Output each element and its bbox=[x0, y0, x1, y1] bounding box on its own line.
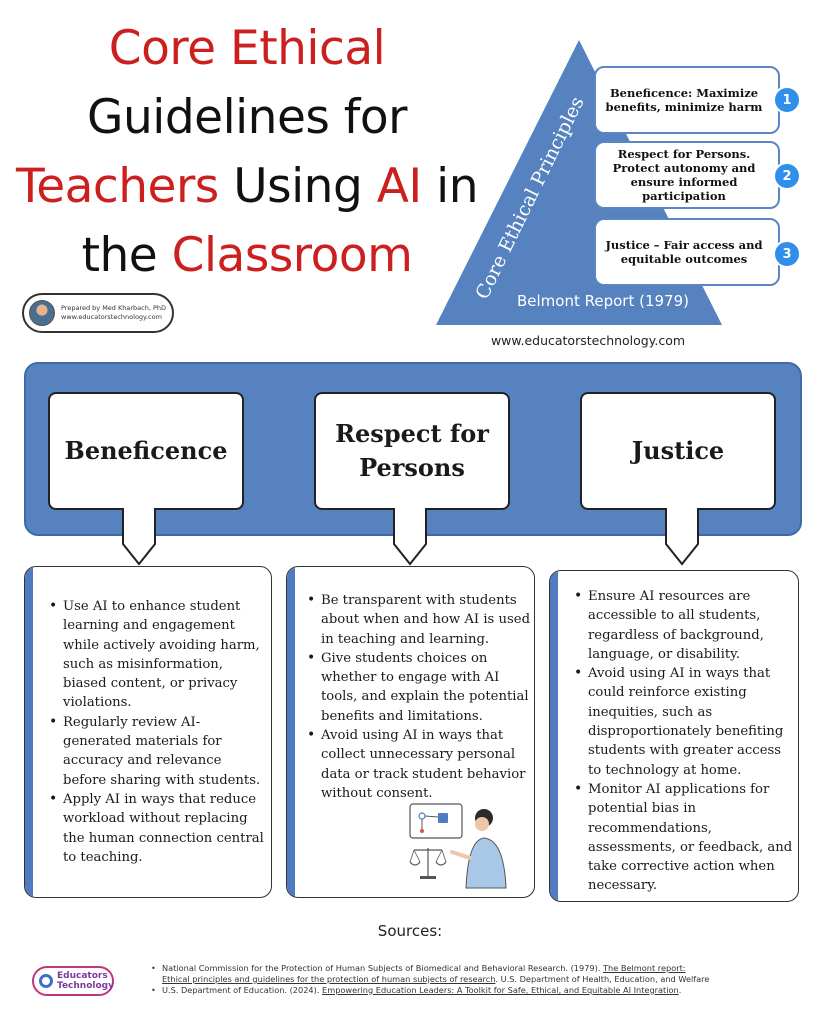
justice-list bbox=[572, 587, 794, 896]
reference-item: • National Commission for the Protection of Human Subjects of Biomedical and Behavioral Research. (1979). The Belmont report: Ethical principles and guidelines for the protection of human subjects of research. U.S. Department of Health, Education, and Welfare bbox=[150, 963, 710, 985]
column-justice bbox=[549, 570, 799, 902]
principle-beneficence: Beneficence: Maximize benefits, minimize harm bbox=[594, 66, 780, 134]
list-item: • Give students choices on whether to engage with AI tools, and explain the potential benefits and limitations. bbox=[305, 649, 530, 726]
principle-number-3: 3 bbox=[773, 240, 801, 268]
callout-tail bbox=[119, 508, 159, 568]
respect-list bbox=[305, 591, 530, 803]
column-beneficence bbox=[24, 566, 272, 898]
principle-number-2: 2 bbox=[773, 162, 801, 190]
principle-respect: Respect for Persons. Protect autonomy and ensure informed participation bbox=[594, 141, 780, 209]
author-name: Prepared by Med Kharbach, PhD bbox=[61, 304, 167, 312]
list-item: • Avoid using AI in ways that could reinforce existing inequities, such as disproportionately benefiting students with greater access to technology at home. bbox=[572, 664, 794, 780]
title-line-1: Core Ethical bbox=[108, 21, 386, 76]
reference-link[interactable]: The Belmont report: Ethical principles and guidelines for the protection of human subjects of research bbox=[162, 963, 686, 984]
callout-tail bbox=[662, 508, 702, 568]
list-item: • Apply AI in ways that reduce workload without replacing the human connection central to teaching. bbox=[47, 790, 265, 867]
title-classroom: Classroom bbox=[171, 228, 413, 283]
reference-item: • U.S. Department of Education. (2024). Empowering Education Leaders: A Toolkit for Safe, Ethical, and Equitable AI Integration. bbox=[150, 985, 710, 996]
beneficence-list bbox=[47, 597, 265, 867]
title-the: the bbox=[81, 228, 172, 283]
logo-mark-icon bbox=[39, 974, 53, 988]
list-item: • Avoid using AI in ways that collect unnecessary personal data or track student behavior without consent. bbox=[305, 726, 530, 803]
author-website: www.educatorstechnology.com bbox=[61, 313, 162, 321]
author-text bbox=[61, 304, 166, 322]
principle-justice: Justice – Fair access and equitable outcomes bbox=[594, 218, 780, 286]
teacher-ai-illustration bbox=[408, 800, 513, 890]
title-teachers: Teachers bbox=[15, 159, 219, 214]
avatar bbox=[29, 300, 55, 326]
list-item: • Be transparent with students about when and how AI is used in teaching and learning. bbox=[305, 591, 530, 649]
heading-respect-for-persons: Respect for Persons bbox=[314, 392, 510, 510]
heading-beneficence: Beneficence bbox=[48, 392, 244, 510]
list-item: • Regularly review AI-generated materials for accuracy and relevance before sharing with students. bbox=[47, 713, 265, 790]
title-in: in bbox=[421, 159, 479, 214]
list-item: • Use AI to enhance student learning and engagement while actively avoiding harm, such as misinformation, biased content, or privacy violations. bbox=[47, 597, 265, 713]
heading-justice: Justice bbox=[580, 392, 776, 510]
educators-technology-logo bbox=[32, 966, 114, 996]
logo-text: Educators Technology bbox=[57, 971, 114, 991]
page-title bbox=[6, 14, 488, 290]
list-item: • Monitor AI applications for potential bias in recommendations, assessments, or feedback, and take corrective action when necessary. bbox=[572, 780, 794, 896]
title-line-2: Guidelines for bbox=[87, 90, 407, 145]
list-item: • Ensure AI resources are accessible to all students, regardless of background, language, or disability. bbox=[572, 587, 794, 664]
title-using: Using bbox=[218, 159, 377, 214]
reference-link[interactable]: Empowering Education Leaders: A Toolkit for Safe, Ethical, and Equitable AI Integration bbox=[322, 984, 679, 995]
website-url[interactable]: www.educatorstechnology.com bbox=[490, 333, 686, 348]
author-badge bbox=[22, 293, 174, 333]
principle-number-1: 1 bbox=[773, 86, 801, 114]
title-ai: AI bbox=[376, 159, 422, 214]
pyramid-base-label: Belmont Report (1979) bbox=[516, 292, 689, 310]
references-list bbox=[150, 963, 710, 995]
sources-title: Sources: bbox=[377, 922, 443, 940]
callout-tail bbox=[390, 508, 430, 568]
